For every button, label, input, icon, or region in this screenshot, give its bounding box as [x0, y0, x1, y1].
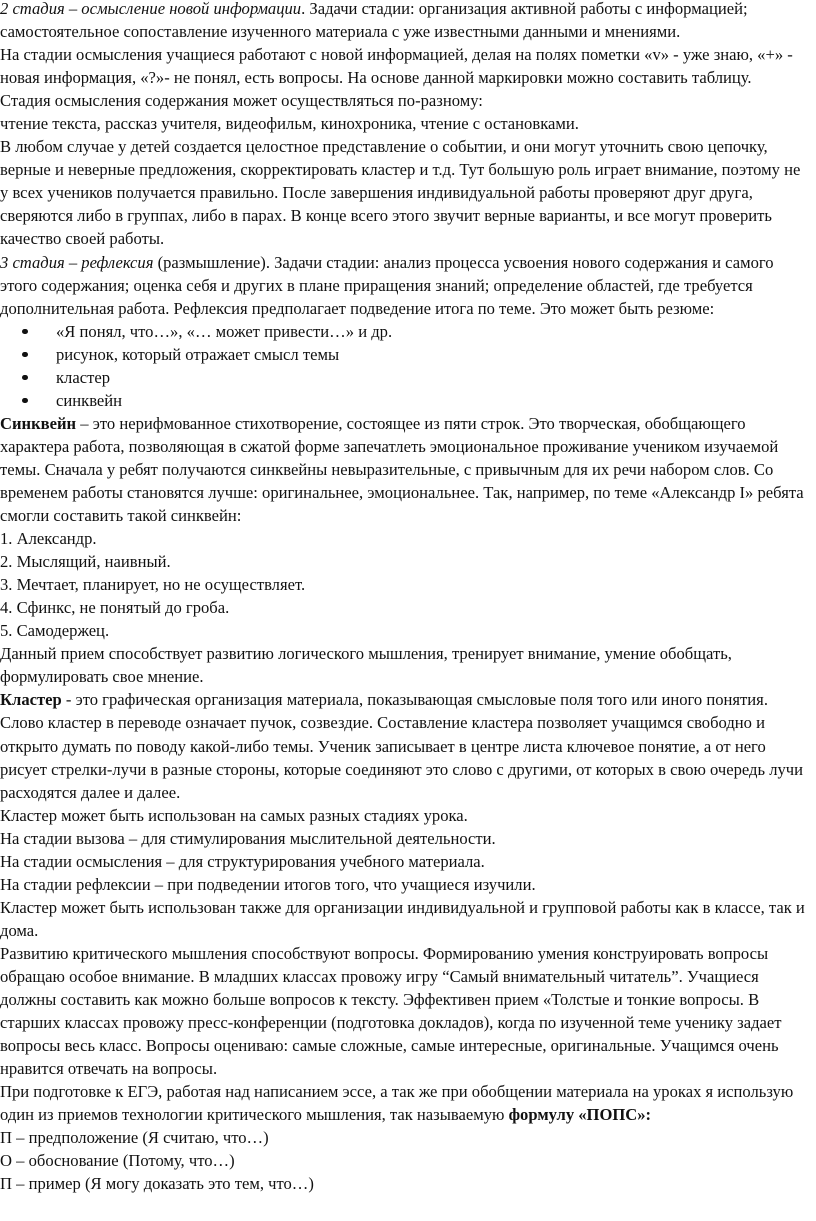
- stage3-tasks: (размышление). Задачи стадии: анализ процесса усвоения нового содержания и самого этого содержания; оценка себя и других в плане приращения знаний; определение областей, где требуется дополнительная работа. Рефлексия предполагает подведение итога по теме. Это может быть резюме:: [0, 252, 774, 318]
- stage3-intro: [0, 251, 812, 320]
- sinkvein-description: – это нерифмованное стихотворение, состоящее из пяти строк. Это творческая, обобщающего характера работа, позволяющая в сжатой форме запечатлеть эмоциональное проживание учеником изучаемой темы. Сначала у ребят получаются синквейны невыразительные, с привычным для их речи набором слов. Со временем работы становятся лучше: оригинальнее, эмоциональнее. Так, например, по теме «Александр I» ребята смогли составить такой синквейн:: [0, 413, 804, 526]
- bullet-icon: [22, 352, 28, 358]
- cluster-usage: Кластер может быть использован на самых разных стадиях урока.: [0, 805, 468, 825]
- cluster-stage-call: На стадии вызова – для стимулирования мыслительной деятельности.: [0, 828, 496, 848]
- list-item-text: рисунок, который отражает смысл темы: [56, 344, 340, 364]
- pops-intro: [0, 1080, 812, 1126]
- bullet-icon: [22, 375, 28, 381]
- cluster-term: Кластер: [0, 690, 62, 710]
- cluster-definition: [0, 688, 812, 803]
- sinkvein-conclusion: Данный прием способствует развитию логического мышления, тренирует внимание, умение обобщать, формулировать свое мнение.: [0, 644, 732, 687]
- cluster-description: - это графическая организация материала, показывающая смысловые поля того или иного понятия. Слово кластер в переводе означает пучок, созвездие. Составление кластера позволяет учащимся свободно и открыто думать по поводу какой-либо темы. Ученик записывает в центре листа ключевое понятие, а от него рисует стрелки-лучи в разные стороны, которые соединяют это слово с другими, от которых в свою очередь лучи расходятся далее и далее.: [0, 690, 804, 802]
- list-item: [0, 389, 812, 412]
- pops-line: О – обоснование (Потому, что…): [0, 1151, 235, 1171]
- sinkvein-line: 5. Самодержец.: [0, 621, 110, 641]
- list-item: [0, 320, 812, 343]
- stage2-tasks: . Задачи стадии: организация активной работы с информацией; самостоятельное сопоставление изученного материала с уже известными данными и мнениями.: [0, 0, 748, 42]
- stage2-result-paragraph: В любом случае у детей создается целостное представление о событии, и они могут уточнить свою цепочку, верные и неверные предложения, скорректировать кластер и т.д. Тут большую роль играет внимание, поэтому не у всех учеников получается правильно. После завершения индивидуальной работы проверяют друг друга, сверяются либо в группах, либо в парах. В конце всего этого звучит верные варианты, и все могут проверить качество своей работы.: [0, 137, 801, 249]
- stage2-title: 2 стадия – осмысление новой информации: [0, 0, 302, 18]
- list-item-text: синквейн: [56, 390, 123, 410]
- stage2-marking-paragraph: На стадии осмысления учащиеся работают с новой информацией, делая на полях пометки «v» - уже знаю, «+» - новая информация, «?»- не понял, есть вопросы. На основе данной маркировки можно составить таблицу.: [0, 45, 793, 88]
- bullet-icon: [22, 398, 28, 404]
- sinkvein-line: 2. Мыслящий, наивный.: [0, 552, 171, 572]
- stage3-title: 3 стадия – рефлексия: [0, 252, 154, 272]
- pops-intro-text: При подготовке к ЕГЭ, работая над написанием эссе, а так же при обобщении материала на уроках я использую один из приемов технологии критического мышления, так называемую: [0, 1082, 794, 1125]
- list-item: [0, 366, 812, 389]
- sinkvein-line: 3. Мечтает, планирует, но не осуществляет.: [0, 575, 306, 595]
- sinkvein-term: Синквейн: [0, 413, 77, 433]
- list-item: [0, 343, 812, 366]
- pops-line: П – пример (Я могу доказать это тем, что…): [0, 1174, 314, 1194]
- list-item-text: кластер: [56, 367, 110, 387]
- reflection-forms-list: [0, 320, 812, 412]
- cluster-organization: Кластер может быть использован также для организации индивидуальной и групповой работы как в классе, так и дома.: [0, 897, 805, 940]
- sinkvein-definition: [0, 412, 812, 527]
- list-item-text: «Я понял, что…», «… может привести…» и др.: [56, 321, 393, 341]
- pops-formula-title: формулу «ПОПС»:: [508, 1105, 652, 1125]
- pops-line: П – предположение (Я считаю, что…): [0, 1128, 269, 1148]
- sinkvein-line: 1. Александр.: [0, 529, 97, 549]
- stage2-methods-intro: Стадия осмысления содержания может осуществляться по-разному:: [0, 91, 483, 111]
- sinkvein-line: 4. Сфинкс, не понятый до гроба.: [0, 598, 230, 618]
- questions-paragraph: Развитию критического мышления способствуют вопросы. Формированию умения конструировать вопросы обращаю особое внимание. В младших классах провожу игру “Самый внимательный читатель”. Учащиеся должны составить как можно больше вопросов к тексту. Эффективен прием «Толстые и тонкие вопросы. В старших классах провожу пресс-конференции (подготовка докладов), когда по изученной теме ученику задает вопросы весь класс. Вопросы оцениваю: самые сложные, самые интересные, оригинальные. Учащимся очень нравится отвечать на вопросы.: [0, 943, 782, 1079]
- stage2-methods-list: чтение текста, рассказ учителя, видеофильм, кинохроника, чтение с остановками.: [0, 114, 579, 134]
- bullet-icon: [22, 329, 28, 335]
- stage2-intro: [0, 0, 812, 43]
- cluster-stage-reflection: На стадии рефлексии – при подведении итогов того, что учащиеся изучили.: [0, 874, 536, 894]
- cluster-stage-comprehension: На стадии осмысления – для структурирования учебного материала.: [0, 851, 485, 871]
